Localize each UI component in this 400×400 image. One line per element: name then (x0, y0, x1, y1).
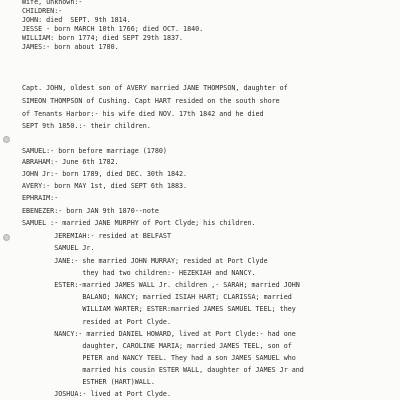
text-line: JEREMIAH:- resided at BELFAST (22, 232, 171, 240)
text-line: WILLIAM WARTER; ESTER:married JAMES SAMUEL TEEL; they (22, 305, 296, 313)
text-line: NANCY:- married DANIEL HOWARD, lived at Port Clyde:- had one (22, 330, 296, 338)
text-line: WILLIAM: born 1774; died SEPT 29th 1837. (22, 34, 184, 42)
punch-hole (3, 136, 10, 143)
text-line: married his cousin ESTER WALL, daughter of JAMES Jr and (22, 366, 304, 374)
text-line: BALANO; NANCY; married ISIAH HART; CLARISSA; married (22, 293, 292, 301)
text-line: AVERY:- born MAY 1st, died SEPT 6th 1883. (22, 182, 188, 190)
text-line: EBENEZER:- born JAN 9th 1870--note (22, 207, 159, 215)
text-line: Wife, unknown:- (22, 0, 83, 6)
text-line: of Tenants Harbor:- his wife died NOV. 17th 1842 and he died (22, 110, 264, 118)
text-line: JAMES:- born about 1780. (22, 43, 119, 51)
text-line: JANE:- she married JOHN MURRAY; resided at Port Clyde (22, 257, 268, 265)
text-line: JOSHUA:- lived at Port Clyde. (22, 390, 171, 398)
text-line: ESTHER (HART)WALL. (22, 378, 155, 386)
text-line: ESTER:-married JAMES WALL Jr. children ,- SARAH; married JOHN (22, 281, 300, 289)
text-line: SAMUEL Jr. (22, 244, 95, 252)
text-line: PETER and NANCY TEEL. They had a son JAMES SAMUEL who (22, 354, 296, 362)
text-line: EPHRAIM:- (22, 194, 59, 202)
text-line: Capt. JOHN, oldest son of AVERY married JANE THOMPSON, daughter of (22, 84, 288, 92)
text-line: SIMEON THOMPSON of Cushing. Capt HART resided on the south shore (22, 97, 280, 105)
text-line: resided at Port Clyde. (22, 318, 171, 326)
text-line: JESSE - born MARCH 10th 1766; died OCT. 1840. (22, 25, 204, 33)
text-line: daughter, CAROLINE MARIA; married JAMES TEEL, son of (22, 342, 292, 350)
text-line: CHILDREN:- (22, 7, 63, 15)
text-line: ABRAHAM:- June 6th 1782. (22, 158, 119, 166)
text-line: JOHN Jr:- born 1789, died DEC. 30th 1842. (22, 170, 188, 178)
text-line: they had two children:- HEZEKIAH and NANCY. (22, 269, 256, 277)
text-line: SEPT 9th 1850.:- their children. (22, 122, 151, 130)
punch-hole (3, 234, 10, 241)
text-line: JOHN: died SEPT. 9th 1814. (22, 16, 131, 24)
text-line: SAMUEL :- married JANE MURPHY of Port Clyde; his children. (22, 219, 256, 227)
text-line: SAMUEL:- born before marriage (1780) (22, 147, 167, 155)
